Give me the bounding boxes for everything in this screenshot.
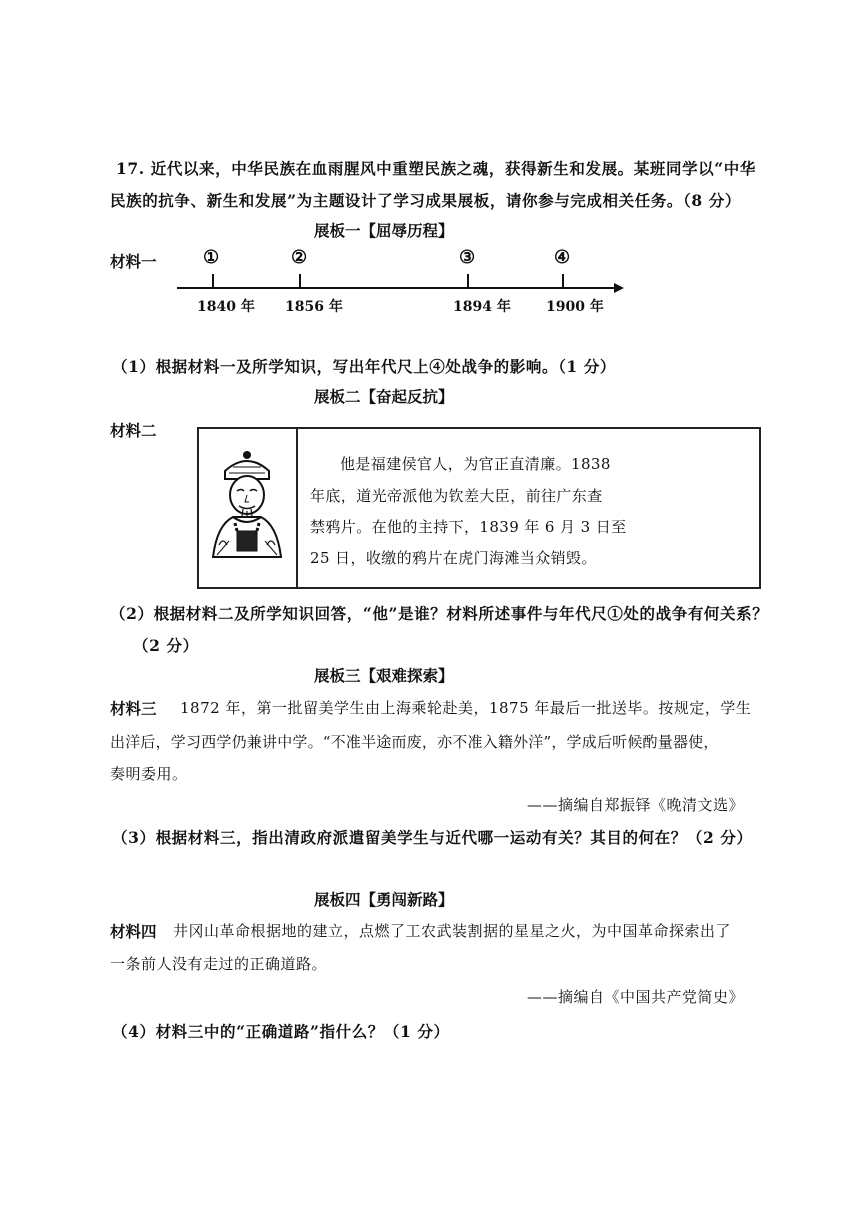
timeline-arrow-icon (614, 283, 624, 293)
timeline-axis (177, 287, 617, 289)
material3-line-1: 1872 年，第一批留美学生由上海乘轮赴美，1875 年最后一批送毕。按规定，学生 (180, 699, 752, 717)
panel3-title: 展板三【艰难探索】 (314, 666, 454, 685)
panel4-material-label: 材料四 (110, 922, 157, 941)
material3-line-3: 奏明委用。 (110, 765, 188, 783)
material2-line-3: 禁鸦片。在他的主持下，1839 年 6 月 3 日至 (310, 518, 627, 536)
panel1-material-label: 材料一 (110, 252, 157, 271)
panel4-title: 展板四【勇闯新路】 (314, 890, 454, 909)
timeline-year-3: 1894 年 (453, 299, 511, 315)
timeline-tick (299, 274, 301, 288)
portrait-illustration (203, 445, 291, 580)
timeline-year-1: 1840 年 (197, 299, 255, 315)
timeline-tick (562, 274, 564, 288)
material4-source: ——摘编自《中国共产党简史》 (527, 988, 745, 1006)
panel1-title: 展板一【屈辱历程】 (314, 221, 454, 240)
sub-question-3: （3）根据材料三，指出清政府派遣留美学生与近代哪一运动有关？其目的何在？（2 分） (112, 828, 753, 847)
sub-question-2-line-2: （2 分） (133, 636, 199, 655)
panel3-material-label: 材料三 (110, 699, 157, 718)
timeline-marker-1: ① (203, 247, 220, 268)
material2-line-1: 他是福建侯官人，为官正直清廉。1838 (340, 455, 611, 473)
question-line-1: 17. 近代以来，中华民族在血雨腥风中重塑民族之魂，获得新生和发展。某班同学以“中华 (116, 159, 756, 178)
material3-source: ——摘编自郑振铎《晚清文选》 (527, 796, 745, 814)
sub-question-1: （1）根据材料一及所学知识，写出年代尺上④处战争的影响。（1 分） (112, 357, 617, 376)
material4-line-1: 井冈山革命根据地的建立，点燃了工农武装割据的星星之火，为中国革命探索出了 (173, 922, 732, 940)
question-line-2: 民族的抗争、新生和发展”为主题设计了学习成果展板，请你参与完成相关任务。（8 分） (110, 191, 741, 210)
sub-question-2-line-1: （2）根据材料二及所学知识回答，“他”是谁？材料所述事件与年代尺①处的战争有何关系？ (110, 604, 769, 623)
panel2-material-label: 材料二 (110, 421, 157, 440)
timeline-marker-3: ③ (459, 247, 476, 268)
material3-line-2: 出洋后，学习西学仍兼讲中学。“不准半途而废，亦不准入籍外洋”，学成后听候酌量器使， (110, 733, 719, 751)
material4-line-2: 一条前人没有走过的正确道路。 (110, 955, 328, 973)
timeline-year-2: 1856 年 (285, 299, 343, 315)
material2-line-4: 25 日，收缴的鸦片在虎门海滩当众销毁。 (310, 549, 597, 567)
panel2-title: 展板二【奋起反抗】 (314, 387, 454, 406)
sub-question-4: （4）材料三中的“正确道路”指什么？（1 分） (112, 1022, 450, 1041)
timeline-tick (212, 274, 214, 288)
timeline-marker-4: ④ (554, 247, 571, 268)
timeline-tick (467, 274, 469, 288)
timeline-marker-2: ② (291, 247, 308, 268)
material2-box-divider (296, 427, 298, 589)
timeline-year-4: 1900 年 (546, 299, 604, 315)
material2-line-2: 年底，道光帝派他为钦差大臣，前往广东查 (310, 487, 603, 505)
